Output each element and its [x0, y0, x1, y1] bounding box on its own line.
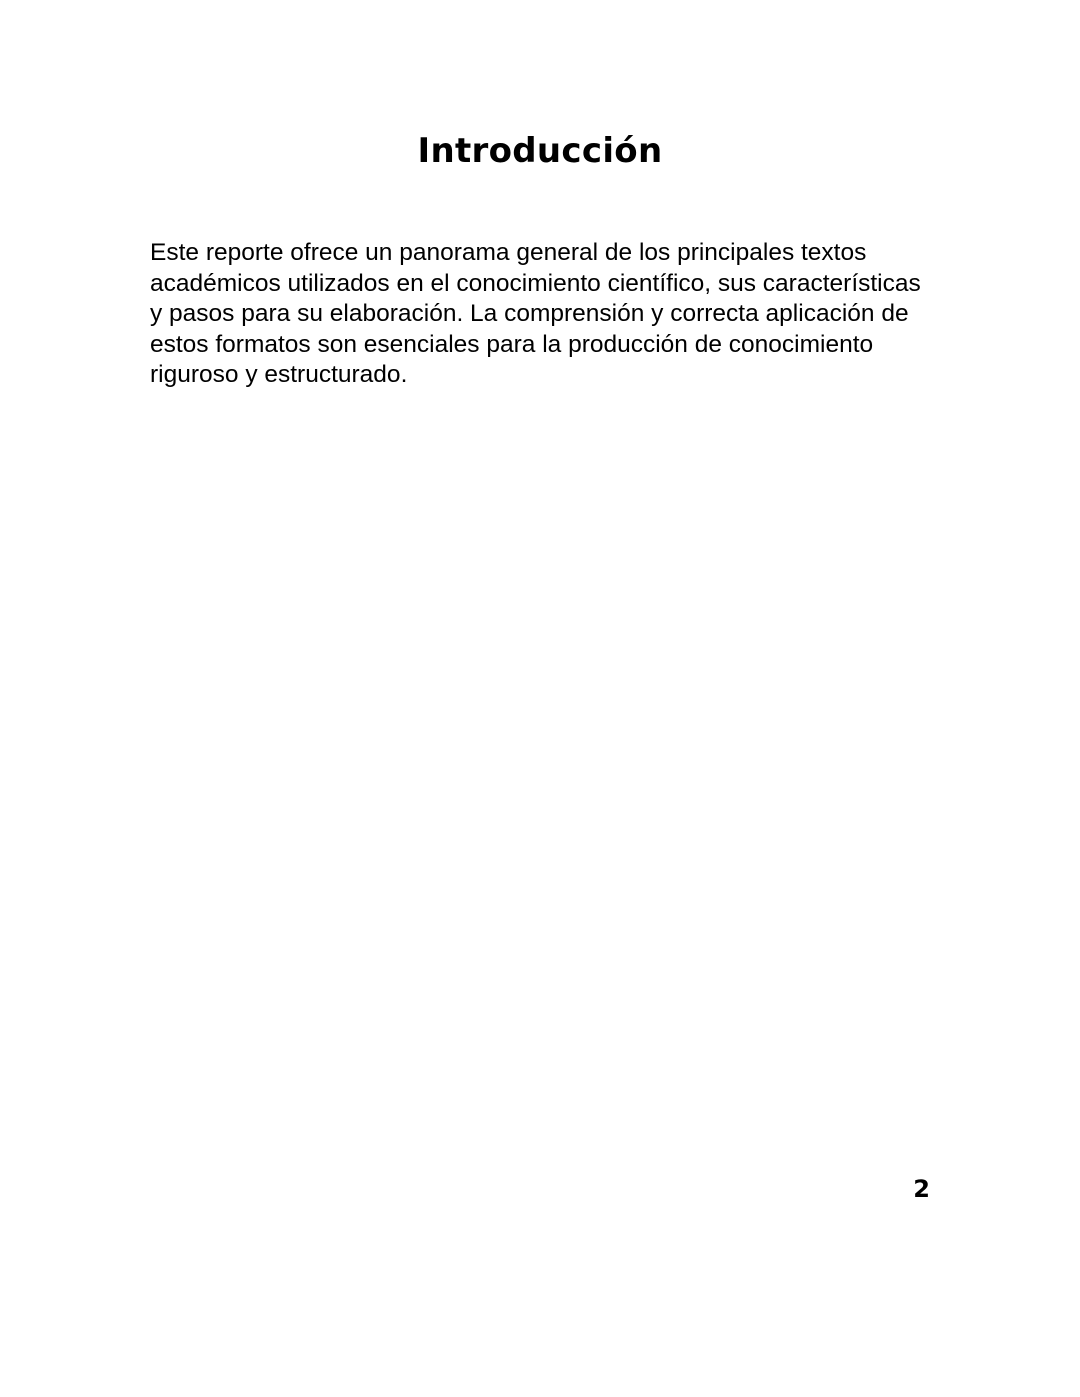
page-title: Introducción [417, 131, 663, 171]
paragraph-line-5: riguroso y estructurado. [150, 361, 408, 389]
paragraph-line-2: académicos utilizados en el conocimiento científico, sus características [150, 269, 921, 297]
paragraph-line-4: estos formatos son esenciales para la producción de conocimiento [150, 330, 874, 358]
intro-paragraph [150, 238, 950, 391]
paragraph-line-3: y pasos para su elaboración. La comprensión y correcta aplicación de [150, 300, 909, 328]
page-number: 2 [913, 1175, 930, 1203]
paragraph-line-1: Este reporte ofrece un panorama general de los principales textos [150, 239, 867, 266]
